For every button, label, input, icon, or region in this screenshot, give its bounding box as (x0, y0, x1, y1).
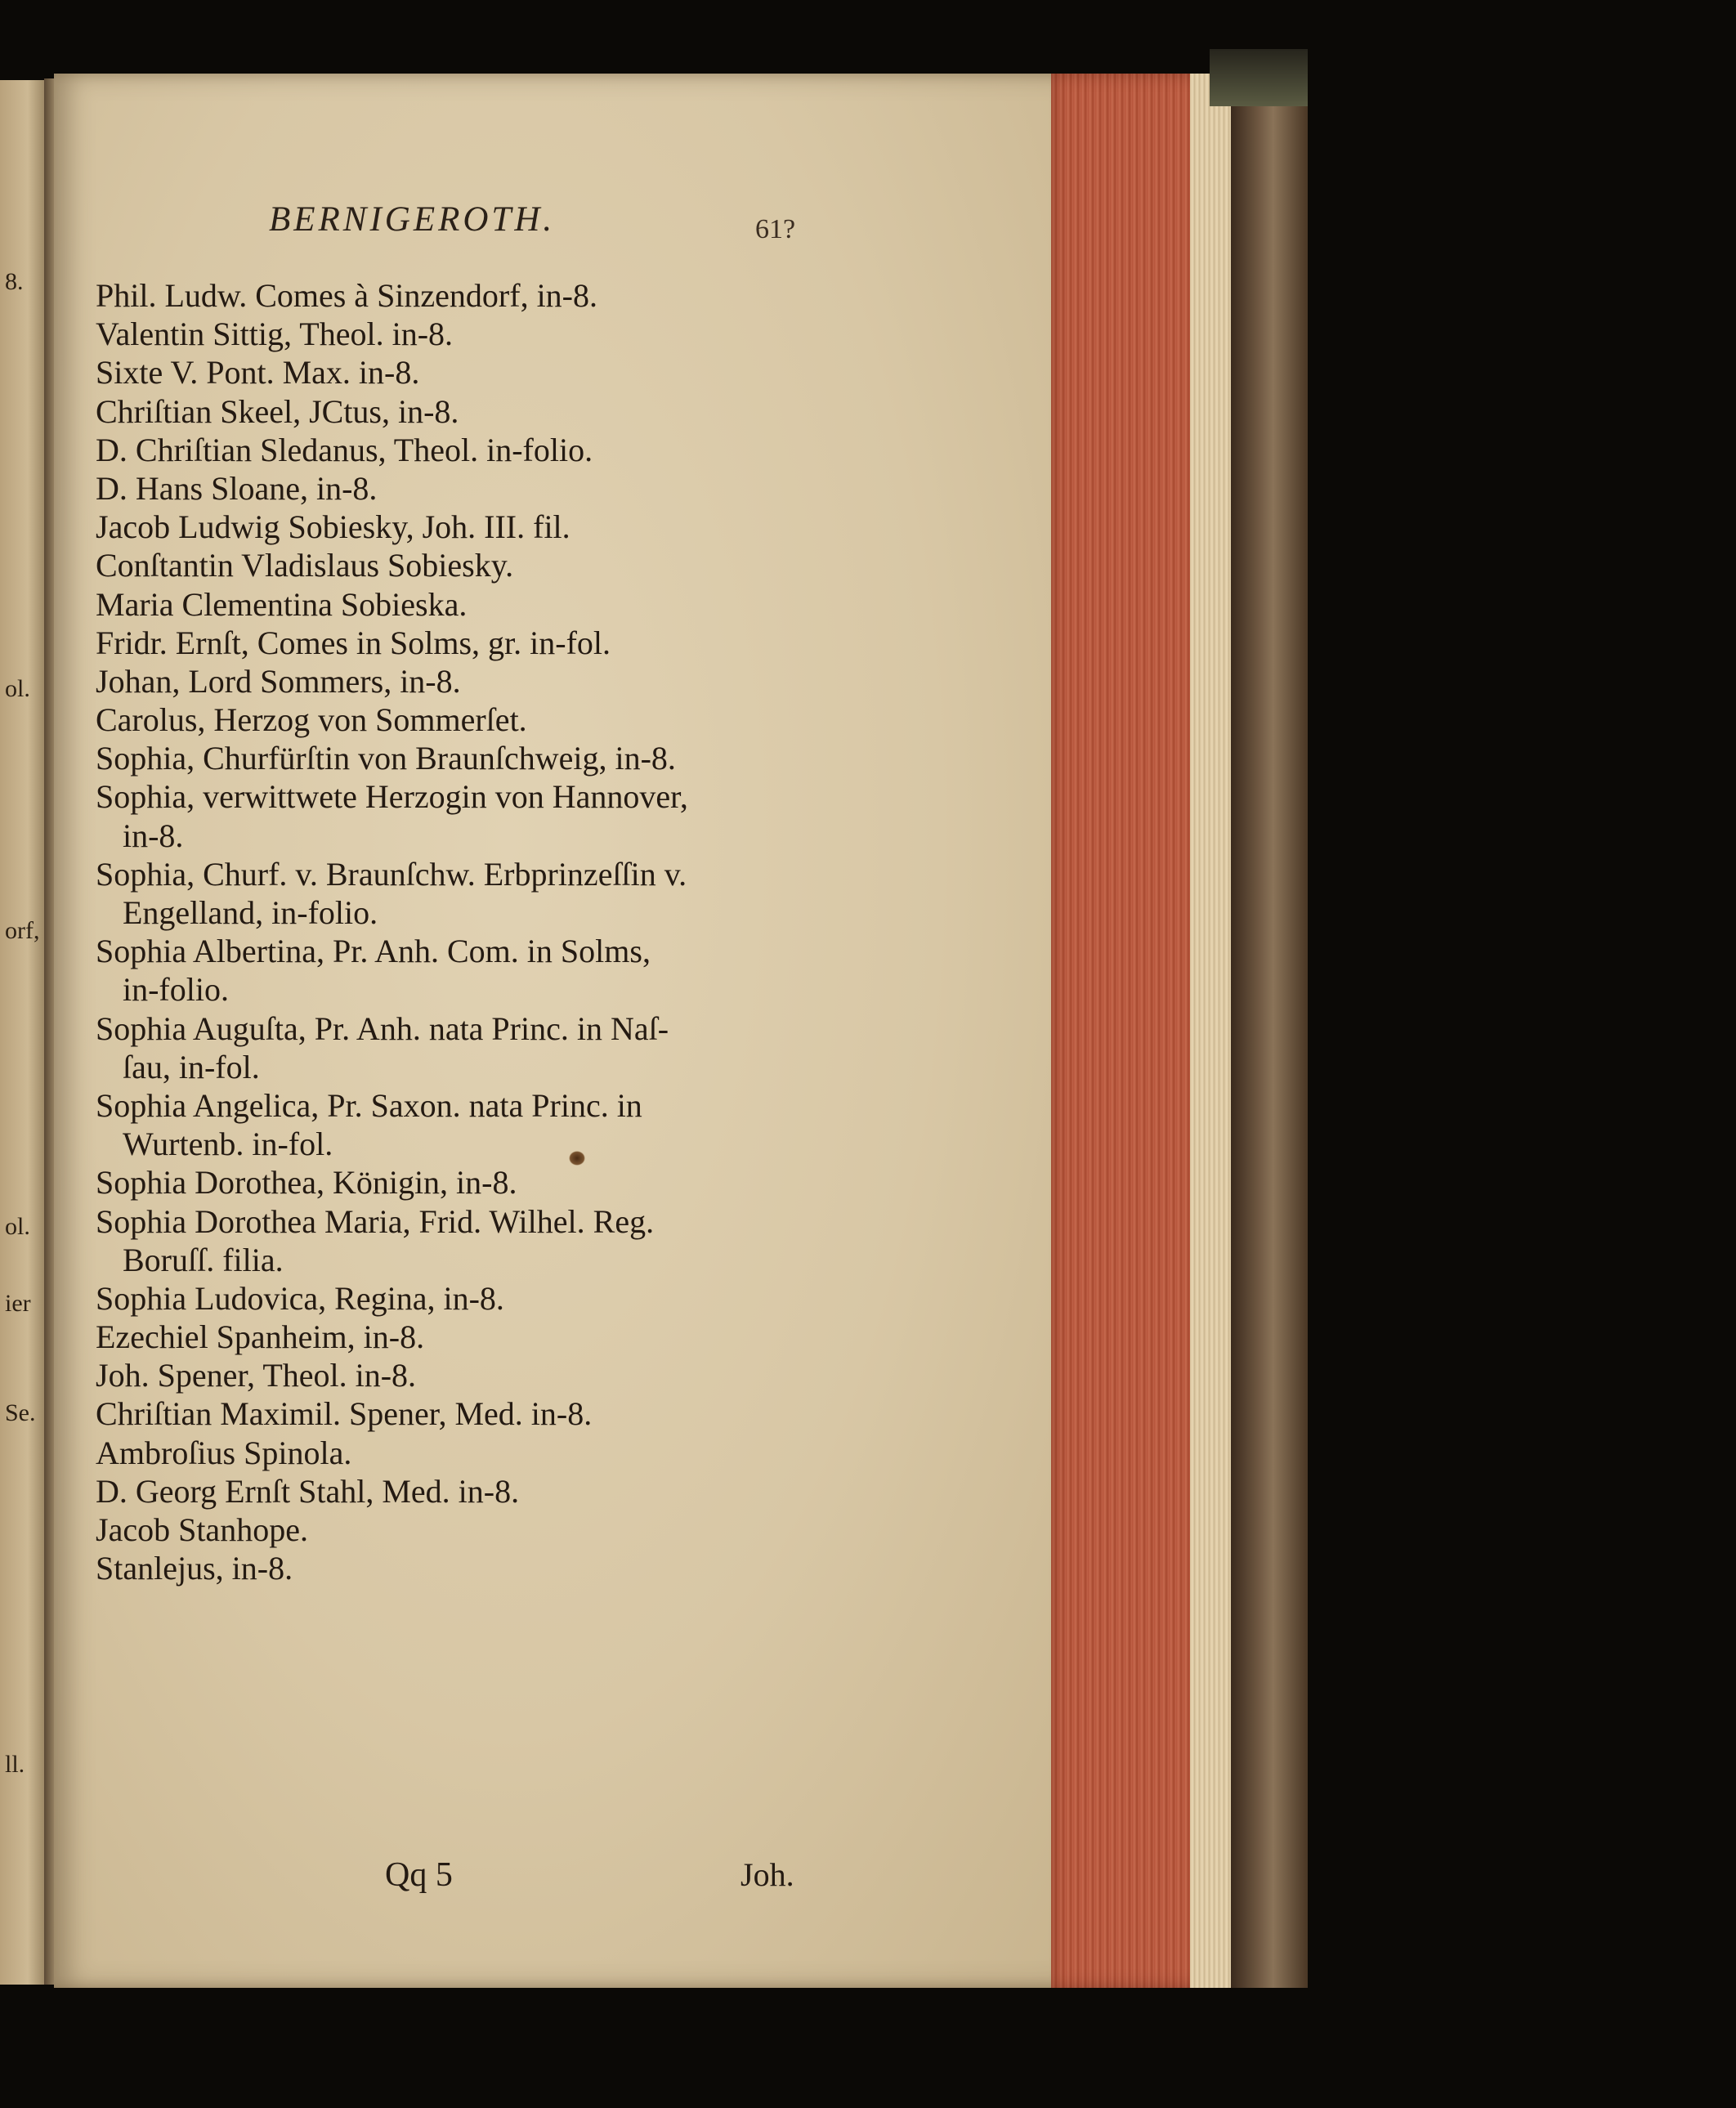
entry-line: Chriſtian Skeel, JCtus, in-8. (96, 392, 459, 430)
entry-line: Chriſtian Maximil. Spener, Med. in-8. (96, 1395, 593, 1433)
left-page-fragment: 8. (5, 268, 24, 295)
entry-line: D. Chriſtian Sledanus, Theol. in-folio. (96, 431, 593, 468)
entry-line: Fridr. Ernſt, Comes in Solms, gr. in-fol. (96, 624, 611, 661)
entry-line: Johan, Lord Sommers, in-8. (96, 662, 461, 700)
entry-line: Jacob Ludwig Sobiesky, Joh. III. fil. (96, 508, 570, 546)
left-page-fragment: ier (5, 1290, 31, 1317)
left-page-edge (0, 80, 51, 1985)
entry-continuation: in-8. (123, 817, 184, 854)
entry-line: Ezechiel Spanheim, in-8. (96, 1318, 425, 1356)
left-page-fragment: orf, (5, 917, 40, 944)
catchword: Joh. (740, 1856, 794, 1893)
entry-continuation: Boruſſ. filia. (123, 1241, 284, 1278)
page-footer (54, 1855, 1064, 1904)
ink-stain (569, 1151, 585, 1166)
entry-line: Stanlejus, in-8. (96, 1550, 293, 1587)
entry-continuation: ſau, in-fol. (123, 1048, 260, 1085)
left-page-fragment: ol. (5, 675, 30, 702)
entry-line: Sixte V. Pont. Max. in-8. (96, 354, 420, 392)
entry-line: Conſtantin Vladislaus Sobiesky. (96, 547, 514, 584)
entry-line: Sophia, Churfürſtin von Braunſchweig, in-8. (96, 740, 676, 777)
entry-line: Carolus, Herzog von Sommerſet. (96, 701, 527, 739)
entry-line: Ambroſius Spinola. (96, 1434, 352, 1471)
entry-line: Joh. Spener, Theol. in-8. (96, 1357, 417, 1394)
book-cover-edge (1231, 49, 1308, 1988)
right-page (54, 74, 1064, 1988)
entry-line: Jacob Stanhope. (96, 1511, 308, 1548)
book (0, 49, 1308, 2108)
entry-line: Sophia Angelica, Pr. Saxon. nata Princ. in (96, 1086, 642, 1124)
entry-line: Sophia Ludovica, Regina, in-8. (96, 1279, 504, 1317)
entry-line: D. Hans Sloane, in-8. (96, 469, 378, 507)
entry-continuation: in-folio. (123, 971, 229, 1009)
page-block-edge (1190, 74, 1231, 1988)
entry-line: Valentin Sittig, Theol. in-8. (96, 316, 454, 353)
signature-mark: Qq 5 (385, 1856, 453, 1894)
entry-line: Phil. Ludw. Comes à Sinzendorf, in-8. (96, 277, 598, 314)
entry-list (96, 276, 929, 1587)
running-head: BERNIGEROTH. (269, 200, 556, 239)
left-page-fragment: ol. (5, 1213, 30, 1240)
page-number: 61? (755, 214, 796, 244)
entry-line: Sophia Albertina, Pr. Anh. Com. in Solms, (96, 933, 651, 970)
entry-line: Sophia Dorothea, Königin, in-8. (96, 1164, 517, 1202)
left-page-fragment: ll. (5, 1751, 25, 1778)
entry-continuation: Wurtenb. in-fol. (123, 1126, 333, 1163)
left-page-fragment: Se. (5, 1399, 36, 1426)
entry-line: Maria Clementina Sobieska. (96, 585, 468, 623)
entry-line: Sophia, Churf. v. Braunſchw. Erbprinzeſſin v. (96, 855, 687, 893)
entry-continuation: Engelland, in-folio. (123, 894, 378, 931)
entry-line: D. Georg Ernſt Stahl, Med. in-8. (96, 1472, 520, 1510)
cover-corner (1210, 49, 1308, 106)
entry-line: Sophia, verwittwete Herzogin von Hannover, (96, 778, 688, 816)
entry-line: Sophia Auguſta, Pr. Anh. nata Princ. in Naſ- (96, 1009, 669, 1047)
entry-line: Sophia Dorothea Maria, Frid. Wilhel. Reg. (96, 1202, 655, 1240)
